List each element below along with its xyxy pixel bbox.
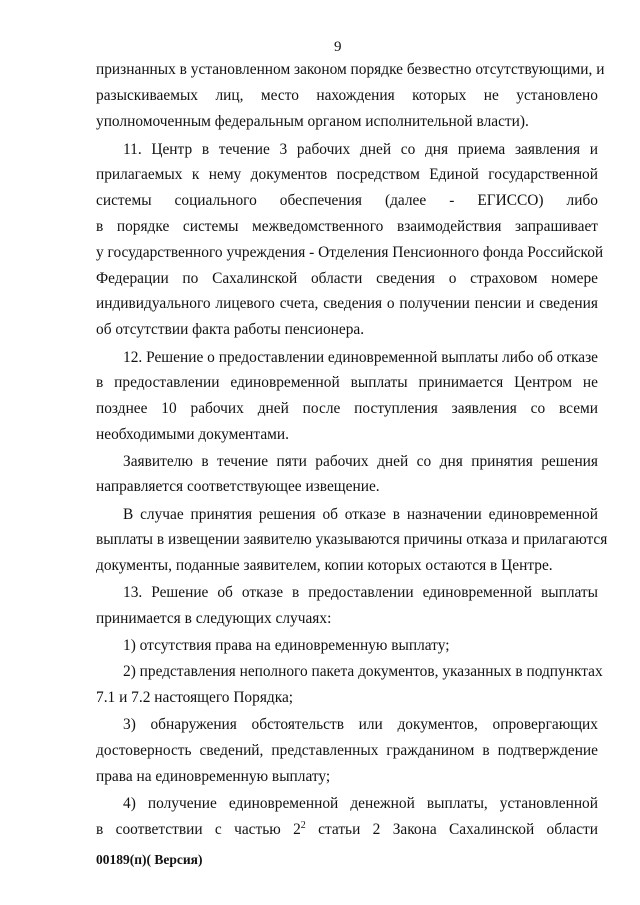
text-line: прилагаемых к нему документов посредством Единой государственной [96,166,598,183]
list-item-2: 2) представления неполного пакета документов, указанных в подпунктах [123,663,603,680]
list-item-4: 4) получение единовременной денежной выплаты, установленной [123,795,598,812]
paragraph-start: Заявителю в течение пяти рабочих дней со дня принятия решения [123,453,598,470]
text-line-with-superscript [96,821,598,839]
text-line: об отсутствии факта работы пенсионера. [96,321,365,338]
list-item-1: 1) отсутствия права на единовременную выплату; [123,637,450,654]
text-line: в порядке системы межведомственного взаимодействия запрашивает [96,218,598,235]
text-line: права на единовременную выплату; [96,768,331,785]
paragraph-13-start: 13. Решение об отказе в предоставлении единовременной выплаты [123,584,598,601]
text-line: Федерации по Сахалинской области сведения о страховом номере [96,270,598,287]
document-footer-code: 00189(п)( Версия) [96,852,203,867]
text-line: необходимыми документами. [96,426,289,443]
text-line: выплаты в извещении заявителю указываются причины отказа и прилагаются [96,531,608,548]
text-line: разыскиваемых лиц, место нахождения которых не установлено [96,87,598,104]
text-line: достоверность сведений, представленных гражданином в подтверждение [96,742,598,759]
text-line: документы, поданные заявителем, копии которых остаются в Центре. [96,557,553,574]
text-segment: в соответствии с частью 2 [96,821,301,838]
superscript: 2 [300,820,306,831]
text-line: индивидуального лицевого счета, сведения о получении пенсии и сведения [96,295,598,312]
text-line: направляется соответствующее извещение. [96,478,380,495]
list-item-3: 3) обнаружения обстоятельств или документов, опровергающих [123,716,598,733]
text-segment: статьи 2 Закона Сахалинской области [305,821,598,838]
text-line: принимается в следующих случаях: [96,610,332,627]
page-number: 9 [334,39,342,55]
text-line: системы социального обеспечения (далее - ЕГИССО) либо [96,192,598,209]
paragraph-start: В случае принятия решения об отказе в назначении единовременной [123,506,598,523]
text-line: в предоставлении единовременной выплаты принимается Центром не [96,374,598,391]
text-line: у государственного учреждения - Отделения Пенсионного фонда Российской [96,244,604,261]
paragraph-12-start: 12. Решение о предоставлении единовременной выплаты либо об отказе [123,349,598,366]
text-line: 7.1 и 7.2 настоящего Порядка; [96,689,294,706]
paragraph-11-start: 11. Центр в течение 3 рабочих дней со дня приема заявления и [123,141,598,158]
text-line: уполномоченным федеральным органом исполнительной власти). [96,113,529,130]
text-line: позднее 10 рабочих дней после поступления заявления со всеми [96,400,598,417]
text-line: признанных в установленном законом порядке безвестно отсутствующими, и [96,61,605,78]
